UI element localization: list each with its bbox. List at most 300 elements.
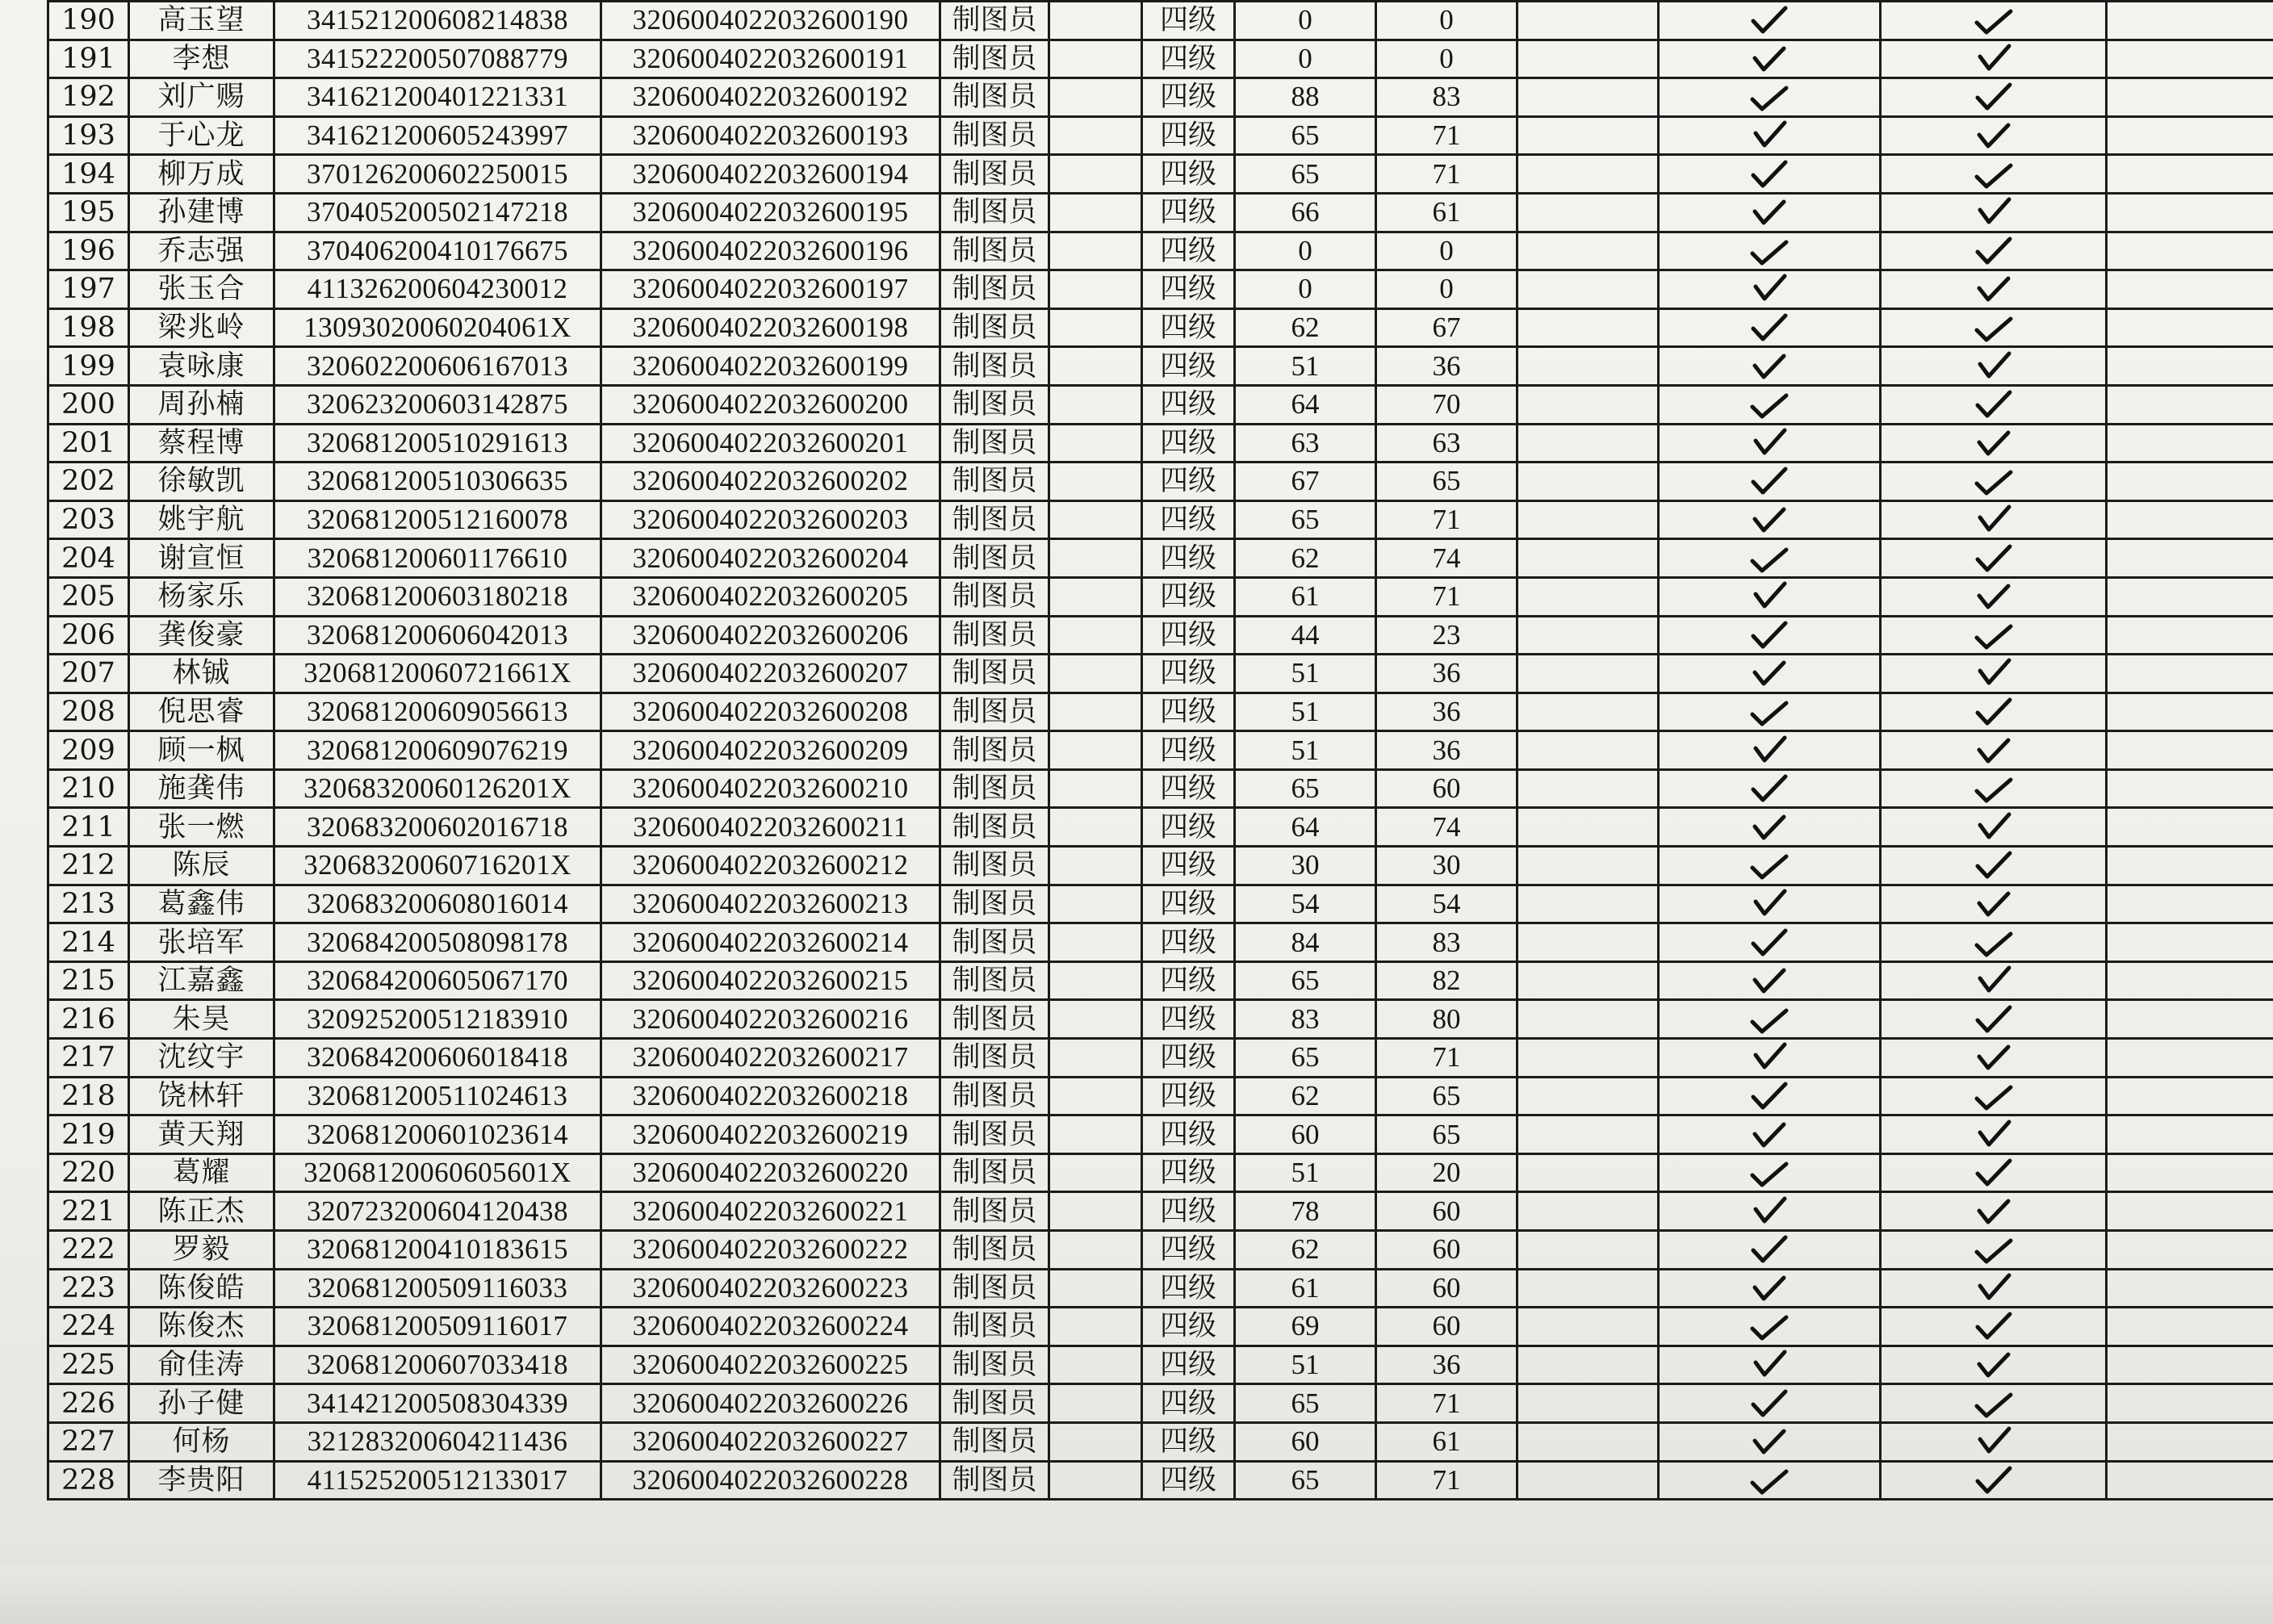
row-number: 217	[48, 1039, 129, 1078]
level-cell: 四级	[1142, 885, 1235, 923]
table-row	[48, 424, 2273, 463]
level-cell: 四级	[1142, 2, 1235, 40]
blank-cell	[1049, 693, 1142, 731]
blank-cell	[1517, 923, 1659, 962]
check-mark-icon	[1973, 1350, 2015, 1380]
blank-cell	[1517, 1384, 1659, 1423]
certificate-number-cell: 3206004022032600193	[601, 116, 940, 155]
level-cell: 四级	[1142, 500, 1235, 539]
blank-cell	[1049, 885, 1142, 923]
row-number: 211	[48, 808, 129, 847]
blank-cell	[1049, 1231, 1142, 1270]
check-mark-icon	[1973, 1004, 2015, 1035]
check-mark-icon	[1748, 197, 1790, 228]
check-mark-icon	[1973, 428, 2015, 458]
blank-cell	[2107, 463, 2273, 501]
id-number-cell: 411525200512133017	[274, 1461, 601, 1500]
blank-cell	[1517, 116, 1659, 155]
level-cell: 四级	[1142, 961, 1235, 1000]
score-1-cell: 62	[1235, 1231, 1376, 1270]
level-cell: 四级	[1142, 539, 1235, 578]
id-number-cell: 320683200608016014	[274, 885, 601, 923]
certificate-number-cell: 3206004022032600201	[601, 424, 940, 463]
blank-cell	[2107, 1308, 2273, 1346]
blank-cell	[1517, 155, 1659, 194]
blank-cell	[2107, 961, 2273, 1000]
name-cell: 俞佳涛	[129, 1346, 274, 1384]
occupation-cell: 制图员	[940, 155, 1049, 194]
check-mark-icon	[1748, 812, 1790, 843]
table-row	[48, 769, 2273, 808]
occupation-cell: 制图员	[940, 769, 1049, 808]
blank-cell	[2107, 1231, 2273, 1270]
blank-cell	[1049, 1346, 1142, 1384]
blank-cell	[1517, 1115, 1659, 1154]
id-number-cell: 320681200410183615	[274, 1231, 601, 1270]
page-bottom-edge	[0, 1566, 2273, 1624]
name-cell: 顾一枫	[129, 731, 274, 770]
blank-cell	[2107, 116, 2273, 155]
certificate-number-cell: 3206004022032600191	[601, 40, 940, 78]
blank-cell	[2107, 655, 2273, 693]
name-cell: 施龚伟	[129, 769, 274, 808]
check-mark-icon	[1748, 658, 1790, 689]
blank-cell	[1517, 1308, 1659, 1346]
certificate-number-cell: 3206004022032600216	[601, 1000, 940, 1039]
row-number: 220	[48, 1153, 129, 1192]
check-cell-1	[1659, 616, 1881, 655]
table-row	[48, 1422, 2273, 1461]
score-2-cell: 82	[1376, 961, 1517, 1000]
check-mark-icon	[1973, 1426, 2015, 1457]
check-mark-icon	[1748, 620, 1790, 651]
id-number-cell: 320681200603180218	[274, 577, 601, 616]
score-2-cell: 71	[1376, 1461, 1517, 1500]
score-2-cell: 36	[1376, 693, 1517, 731]
blank-cell	[2107, 847, 2273, 885]
score-1-cell: 0	[1235, 232, 1376, 270]
id-number-cell: 341522200507088779	[274, 40, 601, 78]
table-row	[48, 1192, 2273, 1231]
occupation-cell: 制图员	[940, 1308, 1049, 1346]
check-cell-1	[1659, 500, 1881, 539]
blank-cell	[2107, 500, 2273, 539]
score-2-cell: 80	[1376, 1000, 1517, 1039]
score-1-cell: 0	[1235, 40, 1376, 78]
check-mark-icon	[1973, 274, 2015, 304]
certificate-number-cell: 3206004022032600202	[601, 463, 940, 501]
check-mark-icon	[1748, 466, 1790, 496]
check-mark-icon	[1748, 236, 1790, 266]
check-mark-icon	[1748, 428, 1790, 458]
name-cell: 谢宣恒	[129, 539, 274, 578]
check-cell-1	[1659, 1422, 1881, 1461]
score-1-cell: 62	[1235, 308, 1376, 347]
blank-cell	[1517, 693, 1659, 731]
level-cell: 四级	[1142, 1461, 1235, 1500]
blank-cell	[1517, 2, 1659, 40]
occupation-cell: 制图员	[940, 270, 1049, 309]
check-cell-2	[1881, 463, 2107, 501]
occupation-cell: 制图员	[940, 1039, 1049, 1078]
name-cell: 林铖	[129, 655, 274, 693]
check-mark-icon	[1748, 159, 1790, 190]
check-mark-icon	[1748, 850, 1790, 881]
blank-cell	[1049, 847, 1142, 885]
row-number: 224	[48, 1308, 129, 1346]
check-mark-icon	[1973, 735, 2015, 766]
check-cell-2	[1881, 1269, 2107, 1308]
occupation-cell: 制图员	[940, 1231, 1049, 1270]
score-1-cell: 66	[1235, 193, 1376, 232]
certificate-number-cell: 3206004022032600199	[601, 347, 940, 386]
score-1-cell: 60	[1235, 1422, 1376, 1461]
name-cell: 孙建博	[129, 193, 274, 232]
level-cell: 四级	[1142, 577, 1235, 616]
check-cell-2	[1881, 961, 2107, 1000]
blank-cell	[2107, 1115, 2273, 1154]
row-number: 215	[48, 961, 129, 1000]
name-cell: 饶林轩	[129, 1077, 274, 1115]
blank-cell	[1049, 1308, 1142, 1346]
check-cell-2	[1881, 40, 2107, 78]
score-2-cell: 63	[1376, 424, 1517, 463]
occupation-cell: 制图员	[940, 885, 1049, 923]
score-2-cell: 71	[1376, 116, 1517, 155]
blank-cell	[1517, 347, 1659, 386]
check-cell-2	[1881, 808, 2107, 847]
blank-cell	[2107, 1153, 2273, 1192]
id-number-cell: 320681200509116017	[274, 1308, 601, 1346]
score-1-cell: 51	[1235, 1346, 1376, 1384]
check-mark-icon	[1748, 697, 1790, 727]
score-2-cell: 71	[1376, 1384, 1517, 1423]
level-cell: 四级	[1142, 1231, 1235, 1270]
certificate-number-cell: 3206004022032600213	[601, 885, 940, 923]
id-number-cell: 13093020060204061X	[274, 308, 601, 347]
blank-cell	[1517, 961, 1659, 1000]
id-number-cell: 320681200609076219	[274, 731, 601, 770]
table-row	[48, 808, 2273, 847]
blank-cell	[1049, 1192, 1142, 1231]
score-1-cell: 54	[1235, 885, 1376, 923]
row-number: 223	[48, 1269, 129, 1308]
row-number: 206	[48, 616, 129, 655]
name-cell: 高玉望	[129, 2, 274, 40]
blank-cell	[1049, 1384, 1142, 1423]
name-cell: 黄天翔	[129, 1115, 274, 1154]
check-cell-2	[1881, 1461, 2107, 1500]
blank-cell	[1049, 40, 1142, 78]
row-number: 191	[48, 40, 129, 78]
row-number: 203	[48, 500, 129, 539]
score-2-cell: 74	[1376, 808, 1517, 847]
check-mark-icon	[1748, 1234, 1790, 1265]
occupation-cell: 制图员	[940, 577, 1049, 616]
blank-cell	[2107, 232, 2273, 270]
blank-cell	[1049, 347, 1142, 386]
check-mark-icon	[1973, 850, 2015, 881]
certificate-number-cell: 3206004022032600195	[601, 193, 940, 232]
level-cell: 四级	[1142, 1039, 1235, 1078]
row-number: 190	[48, 2, 129, 40]
table-row	[48, 1115, 2273, 1154]
row-number: 216	[48, 1000, 129, 1039]
blank-cell	[2107, 1384, 2273, 1423]
level-cell: 四级	[1142, 270, 1235, 309]
score-2-cell: 60	[1376, 769, 1517, 808]
certificate-number-cell: 3206004022032600228	[601, 1461, 940, 1500]
level-cell: 四级	[1142, 1115, 1235, 1154]
occupation-cell: 制图员	[940, 847, 1049, 885]
blank-cell	[1049, 769, 1142, 808]
level-cell: 四级	[1142, 347, 1235, 386]
name-cell: 乔志强	[129, 232, 274, 270]
row-number: 207	[48, 655, 129, 693]
blank-cell	[2107, 1077, 2273, 1115]
certificate-number-cell: 3206004022032600210	[601, 769, 940, 808]
score-1-cell: 67	[1235, 463, 1376, 501]
certificate-number-cell: 3206004022032600211	[601, 808, 940, 847]
check-cell-1	[1659, 961, 1881, 1000]
check-mark-icon	[1748, 1465, 1790, 1496]
row-number: 225	[48, 1346, 129, 1384]
table-row	[48, 961, 2273, 1000]
level-cell: 四级	[1142, 232, 1235, 270]
check-mark-icon	[1748, 120, 1790, 151]
score-1-cell: 0	[1235, 2, 1376, 40]
blank-cell	[1517, 1461, 1659, 1500]
check-cell-2	[1881, 116, 2107, 155]
check-cell-1	[1659, 885, 1881, 923]
level-cell: 四级	[1142, 847, 1235, 885]
level-cell: 四级	[1142, 116, 1235, 155]
occupation-cell: 制图员	[940, 923, 1049, 962]
name-cell: 张一燃	[129, 808, 274, 847]
check-cell-1	[1659, 1461, 1881, 1500]
occupation-cell: 制图员	[940, 308, 1049, 347]
certificate-number-cell: 3206004022032600208	[601, 693, 940, 731]
check-cell-2	[1881, 731, 2107, 770]
check-cell-1	[1659, 1192, 1881, 1231]
level-cell: 四级	[1142, 693, 1235, 731]
check-mark-icon	[1973, 197, 2015, 228]
level-cell: 四级	[1142, 731, 1235, 770]
blank-cell	[2107, 808, 2273, 847]
certificate-number-cell: 3206004022032600224	[601, 1308, 940, 1346]
row-number: 200	[48, 385, 129, 424]
blank-cell	[1049, 232, 1142, 270]
certificate-number-cell: 3206004022032600206	[601, 616, 940, 655]
occupation-cell: 制图员	[940, 1153, 1049, 1192]
occupation-cell: 制图员	[940, 424, 1049, 463]
blank-cell	[2107, 1461, 2273, 1500]
check-cell-1	[1659, 1308, 1881, 1346]
id-number-cell: 320681200601023614	[274, 1115, 601, 1154]
id-number-cell: 320681200510291613	[274, 424, 601, 463]
name-cell: 于心龙	[129, 116, 274, 155]
check-mark-icon	[1748, 1196, 1790, 1227]
level-cell: 四级	[1142, 78, 1235, 117]
check-cell-1	[1659, 270, 1881, 309]
blank-cell	[1517, 1422, 1659, 1461]
blank-cell	[1049, 78, 1142, 117]
certificate-number-cell: 3206004022032600209	[601, 731, 940, 770]
check-cell-2	[1881, 616, 2107, 655]
level-cell: 四级	[1142, 385, 1235, 424]
blank-cell	[1049, 1153, 1142, 1192]
blank-cell	[1049, 731, 1142, 770]
score-2-cell: 83	[1376, 78, 1517, 117]
row-number: 212	[48, 847, 129, 885]
level-cell: 四级	[1142, 308, 1235, 347]
occupation-cell: 制图员	[940, 500, 1049, 539]
check-cell-1	[1659, 808, 1881, 847]
check-cell-1	[1659, 731, 1881, 770]
check-cell-1	[1659, 693, 1881, 731]
blank-cell	[1517, 463, 1659, 501]
row-number: 222	[48, 1231, 129, 1270]
level-cell: 四级	[1142, 616, 1235, 655]
score-2-cell: 54	[1376, 885, 1517, 923]
check-mark-icon	[1973, 466, 2015, 496]
level-cell: 四级	[1142, 1153, 1235, 1192]
id-number-cell: 341421200508304339	[274, 1384, 601, 1423]
blank-cell	[1049, 500, 1142, 539]
check-cell-2	[1881, 1077, 2107, 1115]
score-1-cell: 83	[1235, 1000, 1376, 1039]
check-mark-icon	[1973, 5, 2015, 36]
level-cell: 四级	[1142, 655, 1235, 693]
check-mark-icon	[1748, 274, 1790, 304]
occupation-cell: 制图员	[940, 1269, 1049, 1308]
check-mark-icon	[1973, 1196, 2015, 1227]
blank-cell	[1049, 193, 1142, 232]
check-mark-icon	[1748, 581, 1790, 612]
row-number: 210	[48, 769, 129, 808]
check-mark-icon	[1748, 889, 1790, 919]
occupation-cell: 制图员	[940, 693, 1049, 731]
blank-cell	[1049, 655, 1142, 693]
score-1-cell: 51	[1235, 731, 1376, 770]
score-2-cell: 71	[1376, 1039, 1517, 1078]
row-number: 228	[48, 1461, 129, 1500]
check-mark-icon	[1748, 82, 1790, 112]
row-number: 192	[48, 78, 129, 117]
table-row	[48, 847, 2273, 885]
score-2-cell: 36	[1376, 347, 1517, 386]
score-1-cell: 65	[1235, 1039, 1376, 1078]
blank-cell	[1049, 1269, 1142, 1308]
id-number-cell: 320681200510306635	[274, 463, 601, 501]
score-1-cell: 62	[1235, 1077, 1376, 1115]
score-2-cell: 0	[1376, 232, 1517, 270]
check-mark-icon	[1748, 1273, 1790, 1304]
certificate-number-cell: 3206004022032600197	[601, 270, 940, 309]
certificate-number-cell: 3206004022032600190	[601, 2, 940, 40]
id-number-cell: 320602200606167013	[274, 347, 601, 386]
table-row	[48, 1039, 2273, 1078]
check-mark-icon	[1748, 44, 1790, 74]
row-number: 227	[48, 1422, 129, 1461]
score-1-cell: 62	[1235, 539, 1376, 578]
check-mark-icon	[1973, 697, 2015, 727]
certificate-number-cell: 3206004022032600227	[601, 1422, 940, 1461]
name-cell: 周孙楠	[129, 385, 274, 424]
level-cell: 四级	[1142, 40, 1235, 78]
blank-cell	[2107, 1269, 2273, 1308]
table-row	[48, 193, 2273, 232]
blank-cell	[2107, 731, 2273, 770]
score-1-cell: 64	[1235, 385, 1376, 424]
blank-cell	[1517, 885, 1659, 923]
level-cell: 四级	[1142, 769, 1235, 808]
blank-cell	[1517, 808, 1659, 847]
table-row	[48, 1308, 2273, 1346]
name-cell: 陈正杰	[129, 1192, 274, 1231]
check-cell-2	[1881, 1153, 2107, 1192]
blank-cell	[2107, 885, 2273, 923]
score-2-cell: 71	[1376, 155, 1517, 194]
blank-cell	[1049, 808, 1142, 847]
occupation-cell: 制图员	[940, 116, 1049, 155]
check-mark-icon	[1748, 1426, 1790, 1457]
check-mark-icon	[1748, 351, 1790, 382]
blank-cell	[1517, 1231, 1659, 1270]
table-row	[48, 655, 2273, 693]
name-cell: 张培军	[129, 923, 274, 962]
score-1-cell: 51	[1235, 1153, 1376, 1192]
name-cell: 江嘉鑫	[129, 961, 274, 1000]
score-1-cell: 64	[1235, 808, 1376, 847]
occupation-cell: 制图员	[940, 1422, 1049, 1461]
score-1-cell: 84	[1235, 923, 1376, 962]
score-2-cell: 71	[1376, 577, 1517, 616]
blank-cell	[1049, 463, 1142, 501]
certificate-number-cell: 3206004022032600219	[601, 1115, 940, 1154]
blank-cell	[1049, 2, 1142, 40]
score-2-cell: 61	[1376, 1422, 1517, 1461]
check-mark-icon	[1748, 965, 1790, 996]
occupation-cell: 制图员	[940, 1077, 1049, 1115]
row-number: 198	[48, 308, 129, 347]
blank-cell	[1517, 40, 1659, 78]
check-cell-1	[1659, 1384, 1881, 1423]
check-cell-1	[1659, 1346, 1881, 1384]
check-mark-icon	[1748, 1350, 1790, 1380]
score-2-cell: 60	[1376, 1192, 1517, 1231]
blank-cell	[2107, 577, 2273, 616]
name-cell: 张玉合	[129, 270, 274, 309]
name-cell: 葛耀	[129, 1153, 274, 1192]
id-number-cell: 341621200401221331	[274, 78, 601, 117]
id-number-cell: 370126200602250015	[274, 155, 601, 194]
name-cell: 何杨	[129, 1422, 274, 1461]
id-number-cell: 320681200512160078	[274, 500, 601, 539]
id-number-cell: 320681200607033418	[274, 1346, 601, 1384]
blank-cell	[2107, 693, 2273, 731]
check-cell-1	[1659, 155, 1881, 194]
check-cell-2	[1881, 232, 2107, 270]
check-mark-icon	[1748, 1120, 1790, 1150]
level-cell: 四级	[1142, 1384, 1235, 1423]
blank-cell	[1517, 731, 1659, 770]
score-2-cell: 36	[1376, 1346, 1517, 1384]
table-row	[48, 693, 2273, 731]
row-number: 193	[48, 116, 129, 155]
score-1-cell: 61	[1235, 577, 1376, 616]
blank-cell	[1049, 923, 1142, 962]
